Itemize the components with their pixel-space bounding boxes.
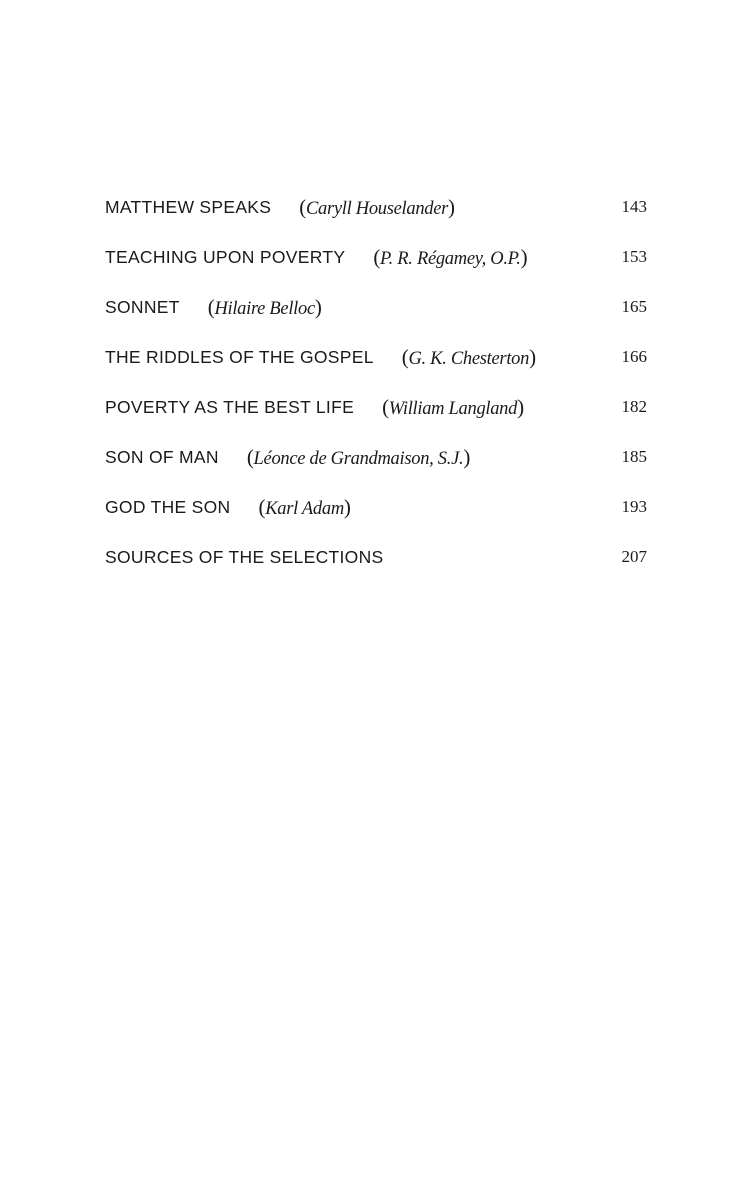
- entry-title: TEACHING UPON POVERTY: [105, 247, 346, 267]
- toc-entry: [105, 293, 647, 343]
- entry-page-number: 166: [621, 347, 647, 366]
- entry-page-number: 193: [621, 497, 647, 516]
- toc-entry: [105, 193, 647, 243]
- toc-entry: [105, 243, 647, 293]
- toc-entry: [105, 343, 647, 393]
- entry-page-number: 207: [621, 547, 647, 566]
- entry-title: SOURCES OF THE SELECTIONS: [105, 547, 384, 567]
- entry-title: POVERTY AS THE BEST LIFE: [105, 397, 355, 417]
- entry-author: (William Langland): [382, 395, 524, 419]
- entry-author: (Hilaire Belloc): [207, 295, 322, 319]
- entry-page-number: 182: [621, 397, 647, 416]
- entry-title: THE RIDDLES OF THE GOSPEL: [105, 347, 374, 367]
- entry-author: (P. R. Régamey, O.P.): [373, 245, 528, 269]
- entry-page-number: 165: [621, 297, 647, 316]
- toc-entry: [105, 393, 647, 443]
- entry-author: (Karl Adam): [258, 495, 351, 519]
- toc-entry: [105, 443, 647, 493]
- entry-title: SON OF MAN: [105, 447, 219, 467]
- entry-title: MATTHEW SPEAKS: [105, 197, 272, 217]
- toc-entry: [105, 493, 647, 543]
- entry-author: (G. K. Chesterton): [401, 345, 536, 369]
- entry-title: GOD THE SON: [105, 497, 231, 517]
- entry-author: (Léonce de Grandmaison, S.J.): [246, 445, 471, 469]
- entry-page-number: 143: [621, 197, 647, 216]
- entry-page-number: 185: [621, 447, 647, 466]
- entry-page-number: 153: [621, 247, 647, 266]
- entry-author: (Caryll Houselander): [299, 195, 455, 219]
- table-of-contents: [105, 193, 647, 593]
- toc-entry: [105, 543, 647, 593]
- entry-title: SONNET: [105, 297, 180, 317]
